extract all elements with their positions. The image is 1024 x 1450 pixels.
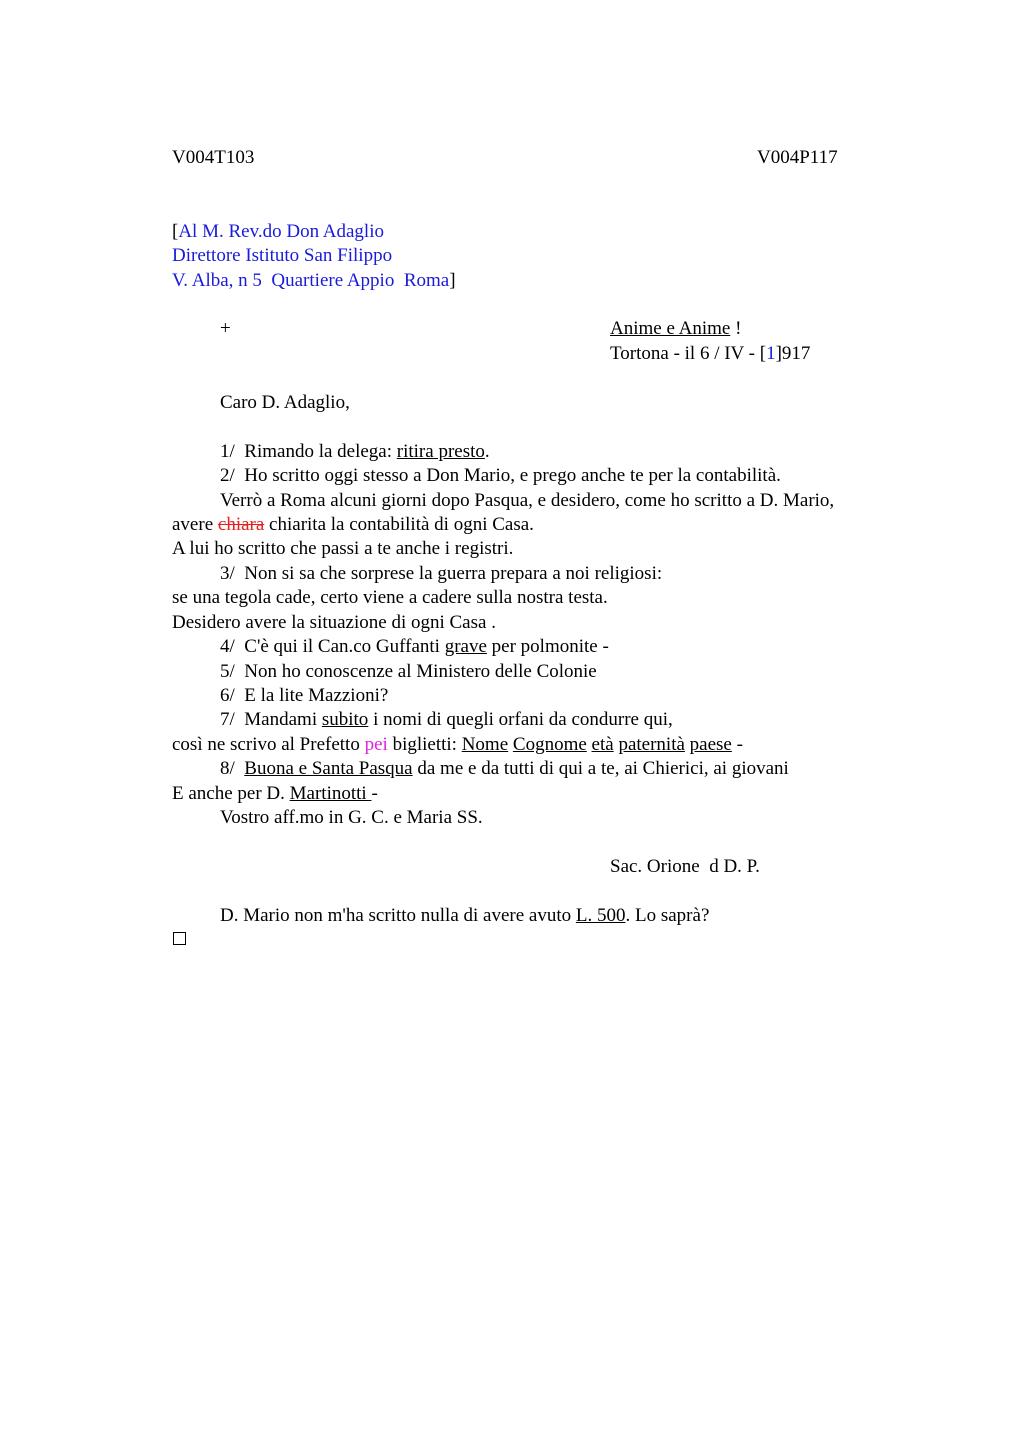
body-line: E anche per D. Martinotti - bbox=[172, 783, 378, 804]
body-line: avere chiara chiarita la contabilità di ogni Casa. bbox=[172, 514, 534, 535]
body-line: così ne scrivo al Prefetto pei biglietti: Nome Cognome età paternità paese - bbox=[172, 734, 743, 755]
underlined-word: età bbox=[591, 734, 614, 755]
body-line: A lui ho scritto che passi a te anche i registri. bbox=[172, 538, 514, 559]
underlined-word: Cognome bbox=[512, 734, 587, 755]
body-line: 5/ Non ho conoscenze al Ministero delle Colonie bbox=[220, 661, 597, 682]
address-line-3: V. Alba, n 5 Quartiere Appio Roma bbox=[172, 270, 450, 291]
body-line: 7/ Mandami subito i nomi di quegli orfani da condurre qui, bbox=[220, 709, 673, 730]
body-line: 6/ E la lite Mazzioni? bbox=[220, 685, 389, 706]
underlined-word: paese bbox=[689, 734, 732, 755]
underlined-word: grave bbox=[444, 636, 487, 657]
body-line: 2/ Ho scritto oggi stesso a Don Mario, e prego anche te per la contabilità. bbox=[220, 465, 781, 486]
signature: Sac. Orione d D. P. bbox=[610, 856, 760, 877]
underlined-word: paternità bbox=[618, 734, 685, 755]
address-line-2: Direttore Istituto San Filippo bbox=[172, 245, 393, 266]
motto-rest: ! bbox=[730, 318, 742, 339]
bracket-close: ] bbox=[449, 270, 456, 291]
document-code-right: V004P117 bbox=[757, 147, 838, 168]
motto-underlined: Anime e Anime bbox=[610, 318, 731, 339]
end-marker-square-icon bbox=[173, 932, 186, 945]
body-line: 8/ Buona e Santa Pasqua da me e da tutti di qui a te, ai Chierici, ai giovani bbox=[220, 758, 789, 779]
date-prefix: Tortona - il 6 / IV - [ bbox=[610, 343, 767, 364]
cross-symbol: + bbox=[220, 318, 231, 339]
highlighted-word: pei bbox=[364, 734, 388, 755]
body-line: 4/ C'è qui il Can.co Guffanti grave per polmonite - bbox=[220, 636, 609, 657]
document-code-left: V004T103 bbox=[172, 147, 255, 168]
bracket-open: [ bbox=[172, 221, 179, 242]
date-inserted-digit: 1 bbox=[766, 343, 776, 364]
struck-word: chiara bbox=[217, 514, 265, 535]
underlined-phrase: Buona e Santa Pasqua bbox=[244, 758, 413, 779]
underlined-word: Nome bbox=[461, 734, 509, 755]
postscript: D. Mario non m'ha scritto nulla di avere avuto L. 500. Lo saprà? bbox=[220, 905, 710, 926]
body-line: Vostro aff.mo in G. C. e Maria SS. bbox=[220, 807, 483, 828]
body-line: Verrò a Roma alcuni giorni dopo Pasqua, e desidero, come ho scritto a D. Mario, bbox=[220, 490, 835, 511]
greeting: Caro D. Adaglio, bbox=[220, 392, 350, 413]
underlined-phrase: ritira presto bbox=[396, 441, 485, 462]
motto bbox=[610, 317, 741, 341]
underlined-amount: L. 500 bbox=[575, 905, 626, 926]
body-line: Desidero avere la situazione di ogni Casa . bbox=[172, 612, 496, 633]
body-line: 1/ Rimando la delega: ritira presto. bbox=[220, 441, 490, 462]
body-line: se una tegola cade, certo viene a cadere sulla nostra testa. bbox=[172, 587, 608, 608]
address-line-1: Al M. Rev.do Don Adaglio bbox=[178, 221, 384, 242]
date-line bbox=[610, 342, 810, 366]
underlined-word: subito bbox=[321, 709, 369, 730]
underlined-word: Martinotti bbox=[289, 783, 372, 804]
date-suffix: ]917 bbox=[775, 343, 811, 364]
body-line: 3/ Non si sa che sorprese la guerra prepara a noi religiosi: bbox=[220, 563, 663, 584]
